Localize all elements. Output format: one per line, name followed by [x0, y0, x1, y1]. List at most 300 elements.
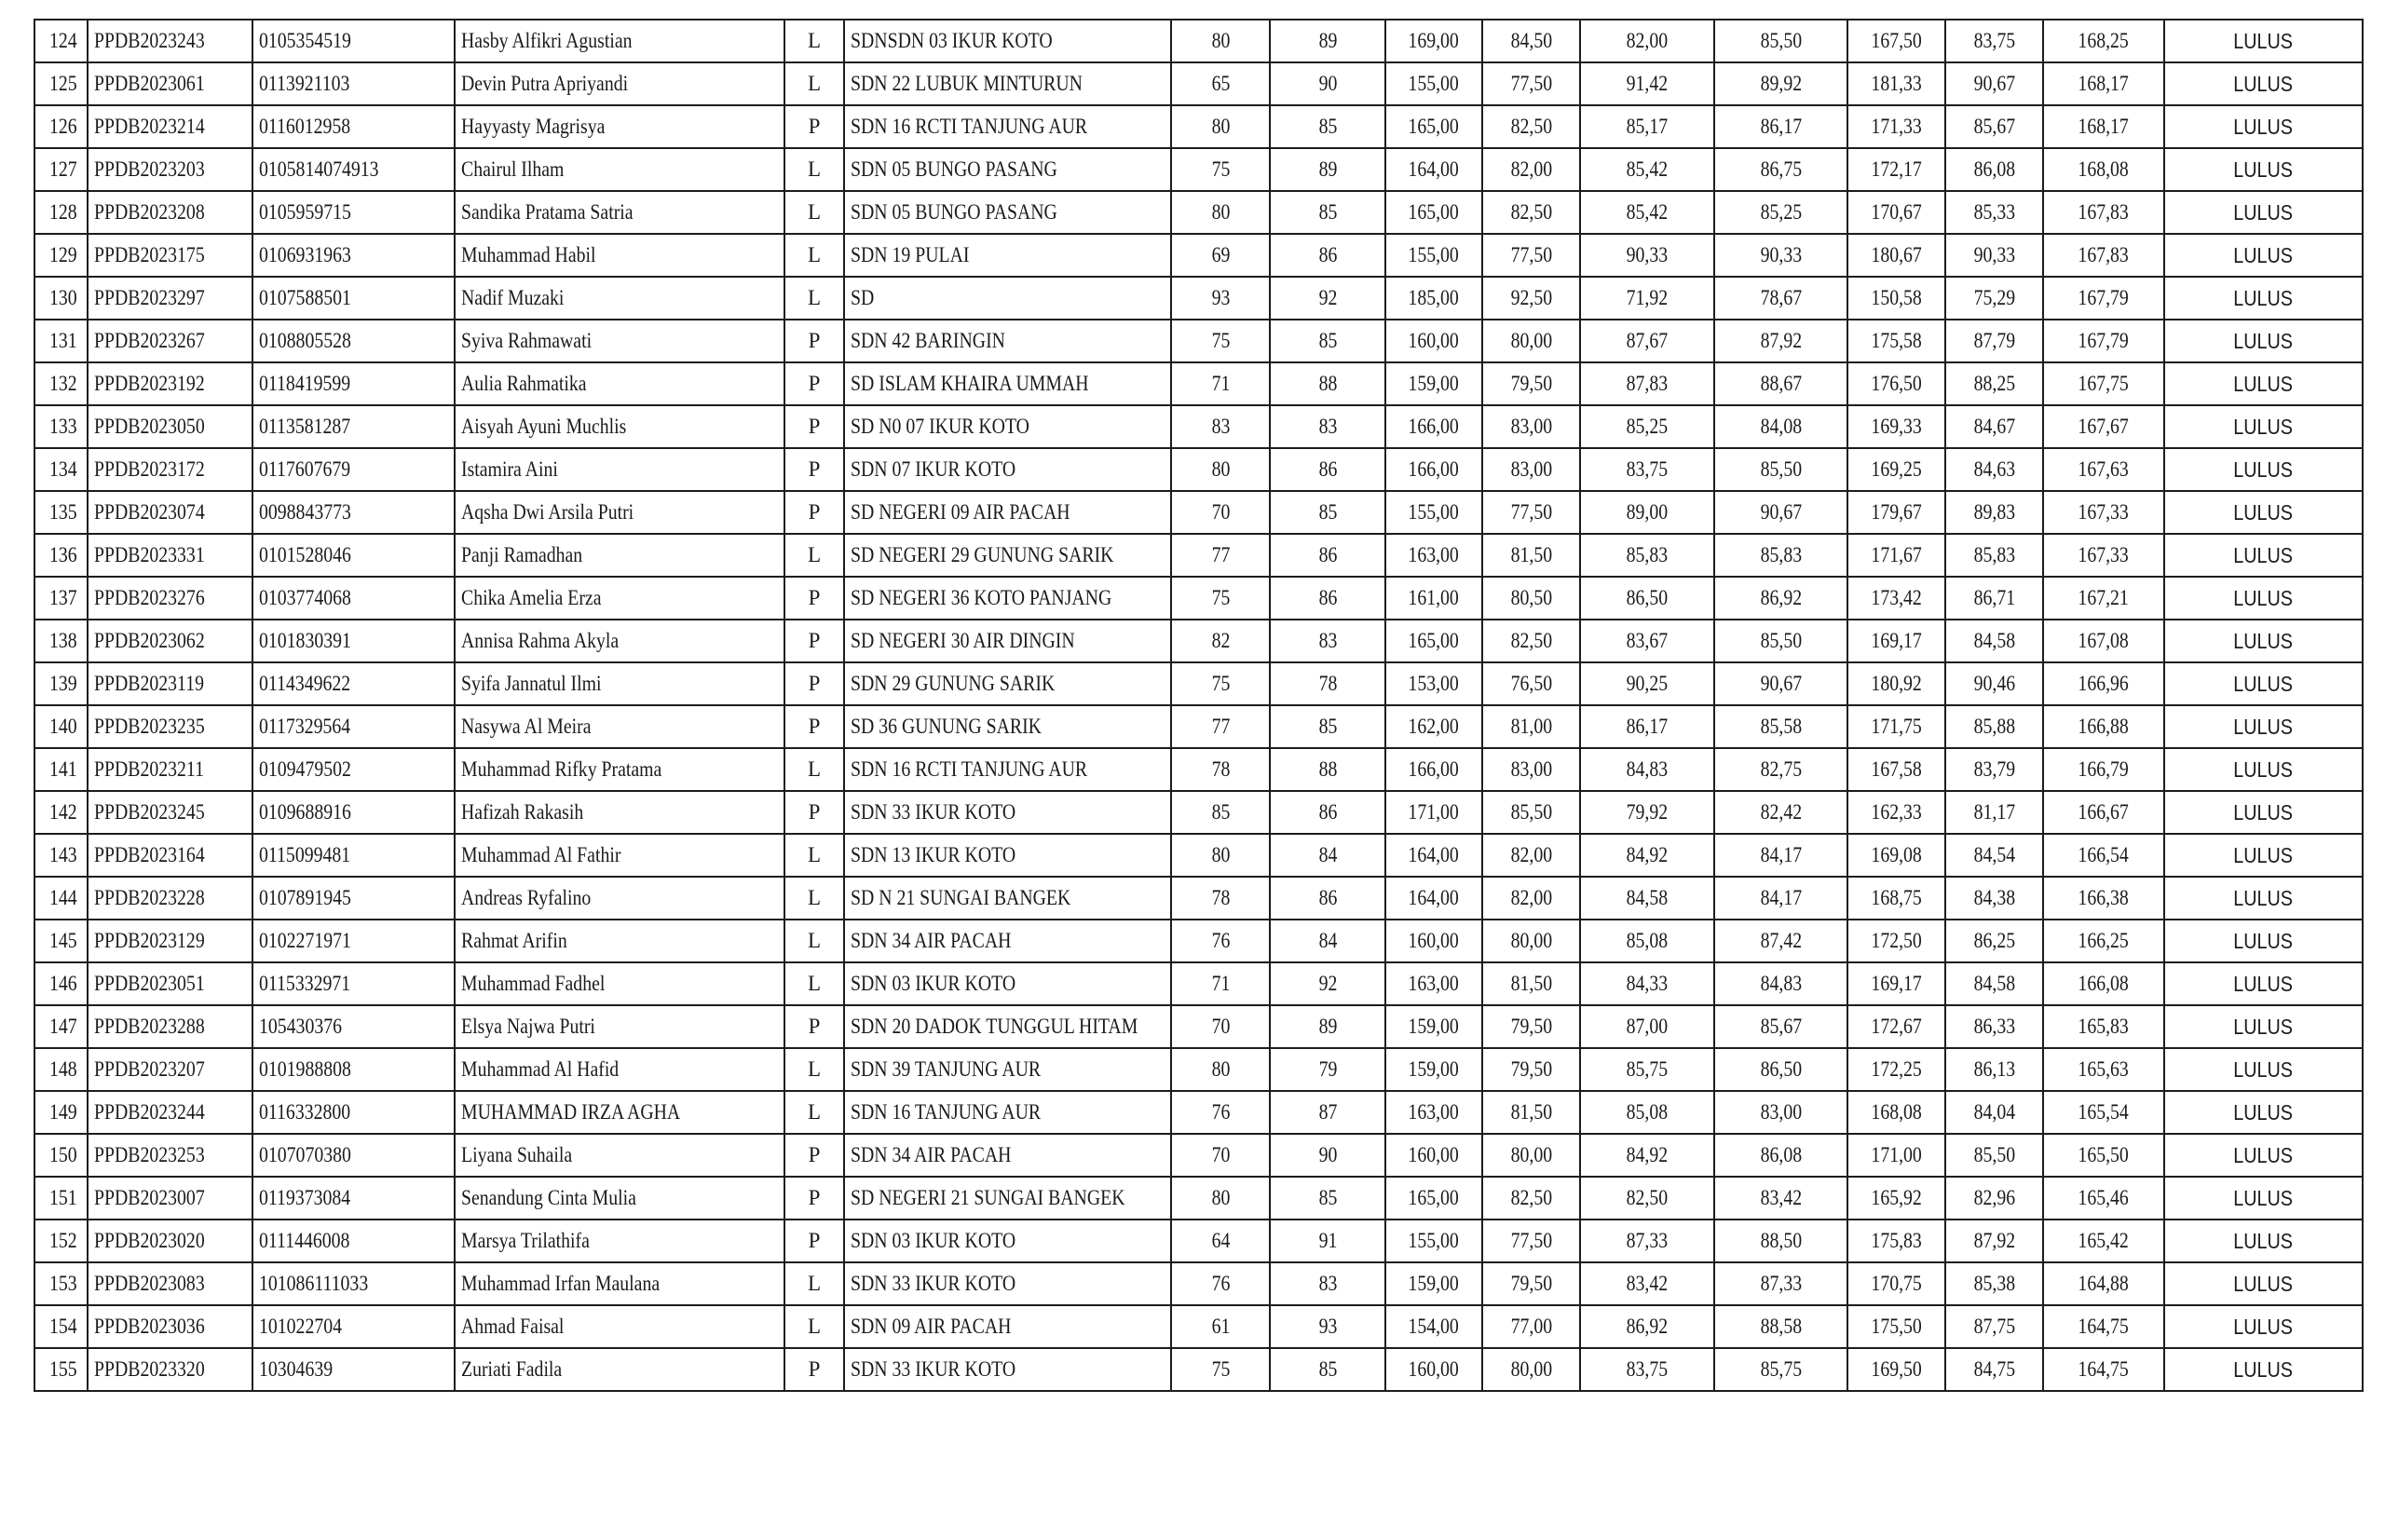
cell-text-sex: P [808, 415, 821, 438]
cell-number [34, 62, 88, 105]
cell-text-school: SDN 07 IKUR KOTO [851, 457, 1016, 481]
cell-text-avg1: 82,50 [1510, 200, 1552, 224]
cell-text-v2: 85 [1318, 200, 1337, 224]
cell-text-avg2: 85,88 [1973, 715, 2015, 738]
cell-score-1 [1171, 148, 1270, 191]
cell-text-sex: P [808, 672, 821, 695]
cell-text-sex: P [808, 372, 821, 395]
cell-average-2 [1945, 920, 2043, 962]
cell-text-sex: L [807, 1272, 822, 1295]
cell-average-2 [1945, 405, 2043, 448]
cell-text-name: Ahmad Faisal [461, 1315, 565, 1338]
cell-status [2164, 1262, 2363, 1305]
cell-average-2 [1945, 1134, 2043, 1177]
cell-text-sum1: 163,00 [1408, 543, 1460, 566]
cell-final-score [2043, 620, 2164, 662]
cell-gender [784, 620, 844, 662]
cell-average-2 [1945, 1305, 2043, 1348]
cell-text-sex: P [808, 500, 821, 524]
cell-average-1 [1482, 962, 1580, 1005]
cell-text-avg1: 82,50 [1510, 115, 1552, 138]
cell-score-1 [1171, 834, 1270, 877]
cell-gender [784, 448, 844, 491]
cell-number [34, 620, 88, 662]
cell-text-v3: 90,25 [1626, 672, 1669, 695]
cell-text-avg2: 85,50 [1973, 1143, 2015, 1166]
cell-text-final: 167,75 [2078, 372, 2130, 395]
cell-score-3 [1580, 1262, 1714, 1305]
cell-sum-2 [1847, 705, 1945, 748]
cell-text-no: 148 [48, 1057, 77, 1081]
cell-text-school: SDN 39 TANJUNG AUR [851, 1057, 1042, 1081]
cell-school-origin [844, 1262, 1171, 1305]
cell-score-2 [1270, 748, 1385, 791]
cell-status [2164, 234, 2363, 277]
cell-sum-2 [1847, 20, 1945, 62]
cell-text-avg2: 81,17 [1973, 800, 2015, 824]
cell-text-v4: 83,00 [1760, 1100, 1802, 1124]
cell-text-school: SDN 05 BUNGO PASANG [851, 200, 1057, 224]
cell-text-avg1: 81,50 [1510, 1100, 1552, 1124]
cell-text-sum2: 168,08 [1871, 1100, 1922, 1124]
cell-text-v3: 85,42 [1626, 200, 1669, 224]
cell-status [2164, 405, 2363, 448]
cell-average-1 [1482, 620, 1580, 662]
cell-text-v1: 69 [1211, 243, 1230, 266]
cell-status [2164, 148, 2363, 191]
cell-average-2 [1945, 962, 2043, 1005]
cell-text-reg: PPDB2023203 [94, 157, 205, 181]
cell-sum-2 [1847, 962, 1945, 1005]
cell-school-origin [844, 1177, 1171, 1220]
cell-text-reg: PPDB2023288 [94, 1015, 205, 1038]
cell-registration-number [88, 1048, 252, 1091]
cell-text-sum1: 169,00 [1408, 29, 1460, 52]
cell-average-1 [1482, 191, 1580, 234]
cell-sum-1 [1385, 877, 1482, 920]
cell-text-v4: 84,17 [1760, 886, 1802, 909]
cell-score-4 [1714, 62, 1847, 105]
cell-text-reg: PPDB2023061 [94, 72, 205, 95]
cell-registration-number [88, 1348, 252, 1391]
cell-gender [784, 662, 844, 705]
cell-text-name: Muhammad Fadhel [461, 972, 606, 995]
cell-text-status: LULUS [2233, 1057, 2294, 1082]
cell-sum-2 [1847, 62, 1945, 105]
cell-gender [784, 1005, 844, 1048]
cell-text-sum1: 162,00 [1408, 715, 1460, 738]
cell-status [2164, 620, 2363, 662]
cell-score-3 [1580, 791, 1714, 834]
cell-text-nisn: 10304639 [259, 1357, 334, 1381]
cell-text-name: Aisyah Ayuni Muchlis [461, 415, 627, 438]
cell-text-school: SDN 33 IKUR KOTO [851, 800, 1016, 824]
cell-gender [784, 62, 844, 105]
cell-final-score [2043, 105, 2164, 148]
cell-school-origin [844, 834, 1171, 877]
cell-student-name [455, 834, 784, 877]
cell-number [34, 1305, 88, 1348]
cell-sum-1 [1385, 1005, 1482, 1048]
cell-text-avg2: 82,96 [1973, 1186, 2015, 1209]
cell-final-score [2043, 1048, 2164, 1091]
cell-text-v3: 82,00 [1626, 29, 1669, 52]
cell-text-avg1: 79,50 [1510, 372, 1552, 395]
cell-score-1 [1171, 1091, 1270, 1134]
cell-text-sum2: 167,58 [1871, 757, 1922, 781]
cell-text-avg2: 86,13 [1973, 1057, 2015, 1081]
cell-student-name [455, 491, 784, 534]
cell-final-score [2043, 1305, 2164, 1348]
cell-text-avg2: 84,04 [1973, 1100, 2015, 1124]
cell-text-reg: PPDB2023253 [94, 1143, 205, 1166]
cell-text-sum2: 162,33 [1871, 800, 1922, 824]
cell-registration-number [88, 105, 252, 148]
cell-text-name: Nasywa Al Meira [461, 715, 592, 738]
cell-text-v2: 78 [1318, 672, 1337, 695]
cell-text-status: LULUS [2233, 1229, 2294, 1253]
cell-text-school: SD NEGERI 29 GUNUNG SARIK [851, 543, 1114, 566]
cell-score-4 [1714, 20, 1847, 62]
cell-text-nisn: 0109688916 [259, 800, 351, 824]
cell-text-sex: L [807, 972, 822, 995]
cell-text-avg2: 84,67 [1973, 415, 2015, 438]
cell-text-v3: 86,17 [1626, 715, 1669, 738]
cell-number [34, 234, 88, 277]
cell-nisn [252, 877, 455, 920]
cell-sum-1 [1385, 577, 1482, 620]
cell-number [34, 1048, 88, 1091]
cell-nisn [252, 791, 455, 834]
cell-text-v2: 86 [1318, 886, 1337, 909]
cell-final-score [2043, 791, 2164, 834]
cell-text-nisn: 0101528046 [259, 543, 351, 566]
cell-sum-2 [1847, 448, 1945, 491]
cell-gender [784, 705, 844, 748]
cell-text-no: 154 [48, 1315, 77, 1338]
cell-text-status: LULUS [2233, 715, 2294, 739]
table-row [34, 705, 2363, 748]
cell-final-score [2043, 962, 2164, 1005]
cell-text-v2: 92 [1318, 972, 1337, 995]
cell-text-sex: P [808, 329, 821, 352]
cell-text-status: LULUS [2233, 29, 2294, 53]
cell-text-sum1: 155,00 [1408, 243, 1460, 266]
cell-student-name [455, 662, 784, 705]
cell-school-origin [844, 920, 1171, 962]
cell-status [2164, 748, 2363, 791]
cell-average-2 [1945, 791, 2043, 834]
cell-gender [784, 362, 844, 405]
cell-text-school: SDN 09 AIR PACAH [851, 1315, 1012, 1338]
cell-text-nisn: 0114349622 [259, 672, 351, 695]
cell-text-status: LULUS [2233, 843, 2294, 867]
cell-number [34, 1091, 88, 1134]
cell-score-2 [1270, 1348, 1385, 1391]
cell-number [34, 1005, 88, 1048]
cell-text-v1: 71 [1211, 972, 1230, 995]
cell-text-v4: 86,92 [1760, 586, 1802, 609]
cell-average-1 [1482, 834, 1580, 877]
cell-school-origin [844, 748, 1171, 791]
cell-final-score [2043, 1005, 2164, 1048]
cell-text-sum2: 175,83 [1871, 1229, 1922, 1252]
cell-nisn [252, 234, 455, 277]
cell-sum-1 [1385, 620, 1482, 662]
cell-nisn [252, 62, 455, 105]
cell-text-final: 167,83 [2078, 243, 2130, 266]
cell-text-final: 168,17 [2078, 115, 2130, 138]
cell-text-v2: 89 [1318, 157, 1337, 181]
cell-number [34, 748, 88, 791]
cell-score-3 [1580, 620, 1714, 662]
cell-text-name: Zuriati Fadila [461, 1357, 563, 1381]
cell-score-1 [1171, 1262, 1270, 1305]
cell-score-4 [1714, 1305, 1847, 1348]
cell-score-1 [1171, 105, 1270, 148]
cell-text-final: 168,08 [2078, 157, 2130, 181]
cell-gender [784, 20, 844, 62]
cell-text-no: 151 [48, 1186, 77, 1209]
cell-text-v1: 71 [1211, 372, 1230, 395]
cell-score-4 [1714, 1005, 1847, 1048]
table-row [34, 491, 2363, 534]
cell-text-name: Chika Amelia Erza [461, 586, 602, 609]
cell-text-v2: 89 [1318, 1015, 1337, 1038]
cell-registration-number [88, 534, 252, 577]
cell-final-score [2043, 534, 2164, 577]
cell-sum-2 [1847, 1134, 1945, 1177]
table-row [34, 920, 2363, 962]
table-row [34, 405, 2363, 448]
cell-text-v3: 83,75 [1626, 457, 1669, 481]
cell-text-sum2: 172,25 [1871, 1057, 1922, 1081]
cell-score-3 [1580, 234, 1714, 277]
cell-score-2 [1270, 20, 1385, 62]
cell-school-origin [844, 1091, 1171, 1134]
cell-text-v2: 83 [1318, 629, 1337, 652]
cell-number [34, 1220, 88, 1262]
cell-text-no: 126 [48, 115, 77, 138]
cell-average-1 [1482, 1005, 1580, 1048]
cell-text-reg: PPDB2023211 [94, 757, 204, 781]
cell-text-avg1: 84,50 [1510, 29, 1552, 52]
cell-average-1 [1482, 148, 1580, 191]
table-row [34, 1134, 2363, 1177]
cell-score-4 [1714, 234, 1847, 277]
cell-text-v2: 89 [1318, 29, 1337, 52]
cell-text-final: 167,67 [2078, 415, 2130, 438]
cell-text-v1: 76 [1211, 1272, 1230, 1295]
cell-text-v4: 82,42 [1760, 800, 1802, 824]
cell-text-status: LULUS [2233, 672, 2294, 696]
cell-score-3 [1580, 1134, 1714, 1177]
cell-score-1 [1171, 1048, 1270, 1091]
cell-student-name [455, 234, 784, 277]
table-row [34, 20, 2363, 62]
cell-score-1 [1171, 534, 1270, 577]
cell-nisn [252, 534, 455, 577]
cell-text-sum1: 159,00 [1408, 1057, 1460, 1081]
cell-text-final: 165,54 [2078, 1100, 2130, 1124]
cell-number [34, 705, 88, 748]
cell-text-status: LULUS [2233, 415, 2294, 439]
cell-text-status: LULUS [2233, 329, 2294, 353]
cell-average-2 [1945, 1262, 2043, 1305]
cell-sum-2 [1847, 1005, 1945, 1048]
cell-text-sum1: 165,00 [1408, 115, 1460, 138]
cell-registration-number [88, 1220, 252, 1262]
cell-text-v2: 88 [1318, 372, 1337, 395]
cell-nisn [252, 1177, 455, 1220]
cell-registration-number [88, 748, 252, 791]
cell-text-no: 155 [48, 1357, 77, 1381]
cell-registration-number [88, 1177, 252, 1220]
cell-student-name [455, 705, 784, 748]
table-row [34, 877, 2363, 920]
cell-text-sum2: 169,33 [1871, 415, 1922, 438]
cell-text-v1: 80 [1211, 200, 1230, 224]
cell-school-origin [844, 362, 1171, 405]
cell-final-score [2043, 491, 2164, 534]
cell-score-1 [1171, 791, 1270, 834]
cell-student-name [455, 191, 784, 234]
cell-text-sum1: 164,00 [1408, 843, 1460, 866]
cell-sum-1 [1385, 1048, 1482, 1091]
cell-average-2 [1945, 191, 2043, 234]
cell-student-name [455, 962, 784, 1005]
cell-score-4 [1714, 1220, 1847, 1262]
cell-text-final: 166,79 [2078, 757, 2130, 781]
cell-average-2 [1945, 320, 2043, 362]
cell-text-sum1: 185,00 [1408, 286, 1460, 309]
cell-text-school: SDN 33 IKUR KOTO [851, 1357, 1016, 1381]
table-row [34, 1177, 2363, 1220]
cell-text-name: Marsya Trilathifa [461, 1229, 590, 1252]
cell-text-name: Rahmat Arifin [461, 929, 567, 952]
cell-text-school: SD NEGERI 30 AIR DINGIN [851, 629, 1075, 652]
cell-nisn [252, 577, 455, 620]
cell-registration-number [88, 62, 252, 105]
cell-sum-2 [1847, 362, 1945, 405]
cell-text-avg2: 90,67 [1973, 72, 2015, 95]
cell-school-origin [844, 448, 1171, 491]
cell-gender [784, 191, 844, 234]
cell-text-sum1: 166,00 [1408, 457, 1460, 481]
table-row [34, 1048, 2363, 1091]
cell-text-avg1: 77,50 [1510, 72, 1552, 95]
table-row [34, 105, 2363, 148]
cell-text-nisn: 0105354519 [259, 29, 351, 52]
cell-sum-2 [1847, 1091, 1945, 1134]
cell-text-status: LULUS [2233, 500, 2294, 525]
cell-sum-2 [1847, 320, 1945, 362]
cell-average-1 [1482, 234, 1580, 277]
cell-text-school: SD NEGERI 09 AIR PACAH [851, 500, 1070, 524]
cell-score-3 [1580, 1305, 1714, 1348]
cell-text-sex: L [807, 1315, 822, 1338]
cell-text-v4: 85,58 [1760, 715, 1802, 738]
cell-score-2 [1270, 1177, 1385, 1220]
cell-score-3 [1580, 920, 1714, 962]
cell-gender [784, 877, 844, 920]
cell-average-1 [1482, 1262, 1580, 1305]
cell-text-v1: 75 [1211, 672, 1230, 695]
cell-score-3 [1580, 1005, 1714, 1048]
cell-text-v4: 86,08 [1760, 1143, 1802, 1166]
cell-text-sum2: 173,42 [1871, 586, 1922, 609]
cell-final-score [2043, 191, 2164, 234]
cell-text-sex: L [807, 929, 822, 952]
cell-text-no: 135 [48, 500, 77, 524]
cell-text-v4: 90,33 [1760, 243, 1802, 266]
cell-registration-number [88, 20, 252, 62]
cell-text-nisn: 0101830391 [259, 629, 351, 652]
cell-gender [784, 534, 844, 577]
cell-text-no: 143 [48, 843, 77, 866]
cell-sum-1 [1385, 148, 1482, 191]
cell-nisn [252, 748, 455, 791]
cell-text-sum1: 171,00 [1408, 800, 1460, 824]
cell-student-name [455, 105, 784, 148]
cell-text-sum2: 171,00 [1871, 1143, 1922, 1166]
cell-average-2 [1945, 748, 2043, 791]
cell-school-origin [844, 791, 1171, 834]
cell-text-status: LULUS [2233, 1015, 2294, 1039]
cell-text-status: LULUS [2233, 800, 2294, 825]
cell-score-1 [1171, 234, 1270, 277]
cell-nisn [252, 1348, 455, 1391]
cell-score-4 [1714, 791, 1847, 834]
cell-text-sex: L [807, 1057, 822, 1081]
cell-text-v1: 70 [1211, 1143, 1230, 1166]
cell-registration-number [88, 1005, 252, 1048]
cell-final-score [2043, 20, 2164, 62]
cell-text-v4: 88,67 [1760, 372, 1802, 395]
cell-score-1 [1171, 1348, 1270, 1391]
cell-text-avg1: 79,50 [1510, 1272, 1552, 1295]
cell-text-final: 167,63 [2078, 457, 2130, 481]
cell-text-school: SD N0 07 IKUR KOTO [851, 415, 1029, 438]
cell-nisn [252, 148, 455, 191]
cell-sum-1 [1385, 234, 1482, 277]
cell-text-nisn: 0116332800 [259, 1100, 351, 1124]
cell-text-final: 167,83 [2078, 200, 2130, 224]
results-table [34, 19, 2364, 1392]
cell-registration-number [88, 277, 252, 320]
cell-text-final: 167,08 [2078, 629, 2130, 652]
cell-text-v1: 75 [1211, 329, 1230, 352]
cell-text-status: LULUS [2233, 1143, 2294, 1167]
cell-gender [784, 405, 844, 448]
cell-score-1 [1171, 877, 1270, 920]
cell-student-name [455, 877, 784, 920]
cell-text-no: 129 [48, 243, 77, 266]
cell-text-school: SDN 29 GUNUNG SARIK [851, 672, 1056, 695]
cell-registration-number [88, 662, 252, 705]
cell-text-nisn: 0116012958 [259, 115, 351, 138]
cell-text-v2: 87 [1318, 1100, 1337, 1124]
cell-score-2 [1270, 1134, 1385, 1177]
cell-text-nisn: 101086111033 [259, 1272, 369, 1295]
cell-sum-1 [1385, 448, 1482, 491]
cell-nisn [252, 1005, 455, 1048]
cell-text-v3: 85,75 [1626, 1057, 1669, 1081]
cell-text-sum1: 163,00 [1408, 972, 1460, 995]
cell-sum-1 [1385, 962, 1482, 1005]
cell-number [34, 491, 88, 534]
cell-text-sum1: 163,00 [1408, 1100, 1460, 1124]
